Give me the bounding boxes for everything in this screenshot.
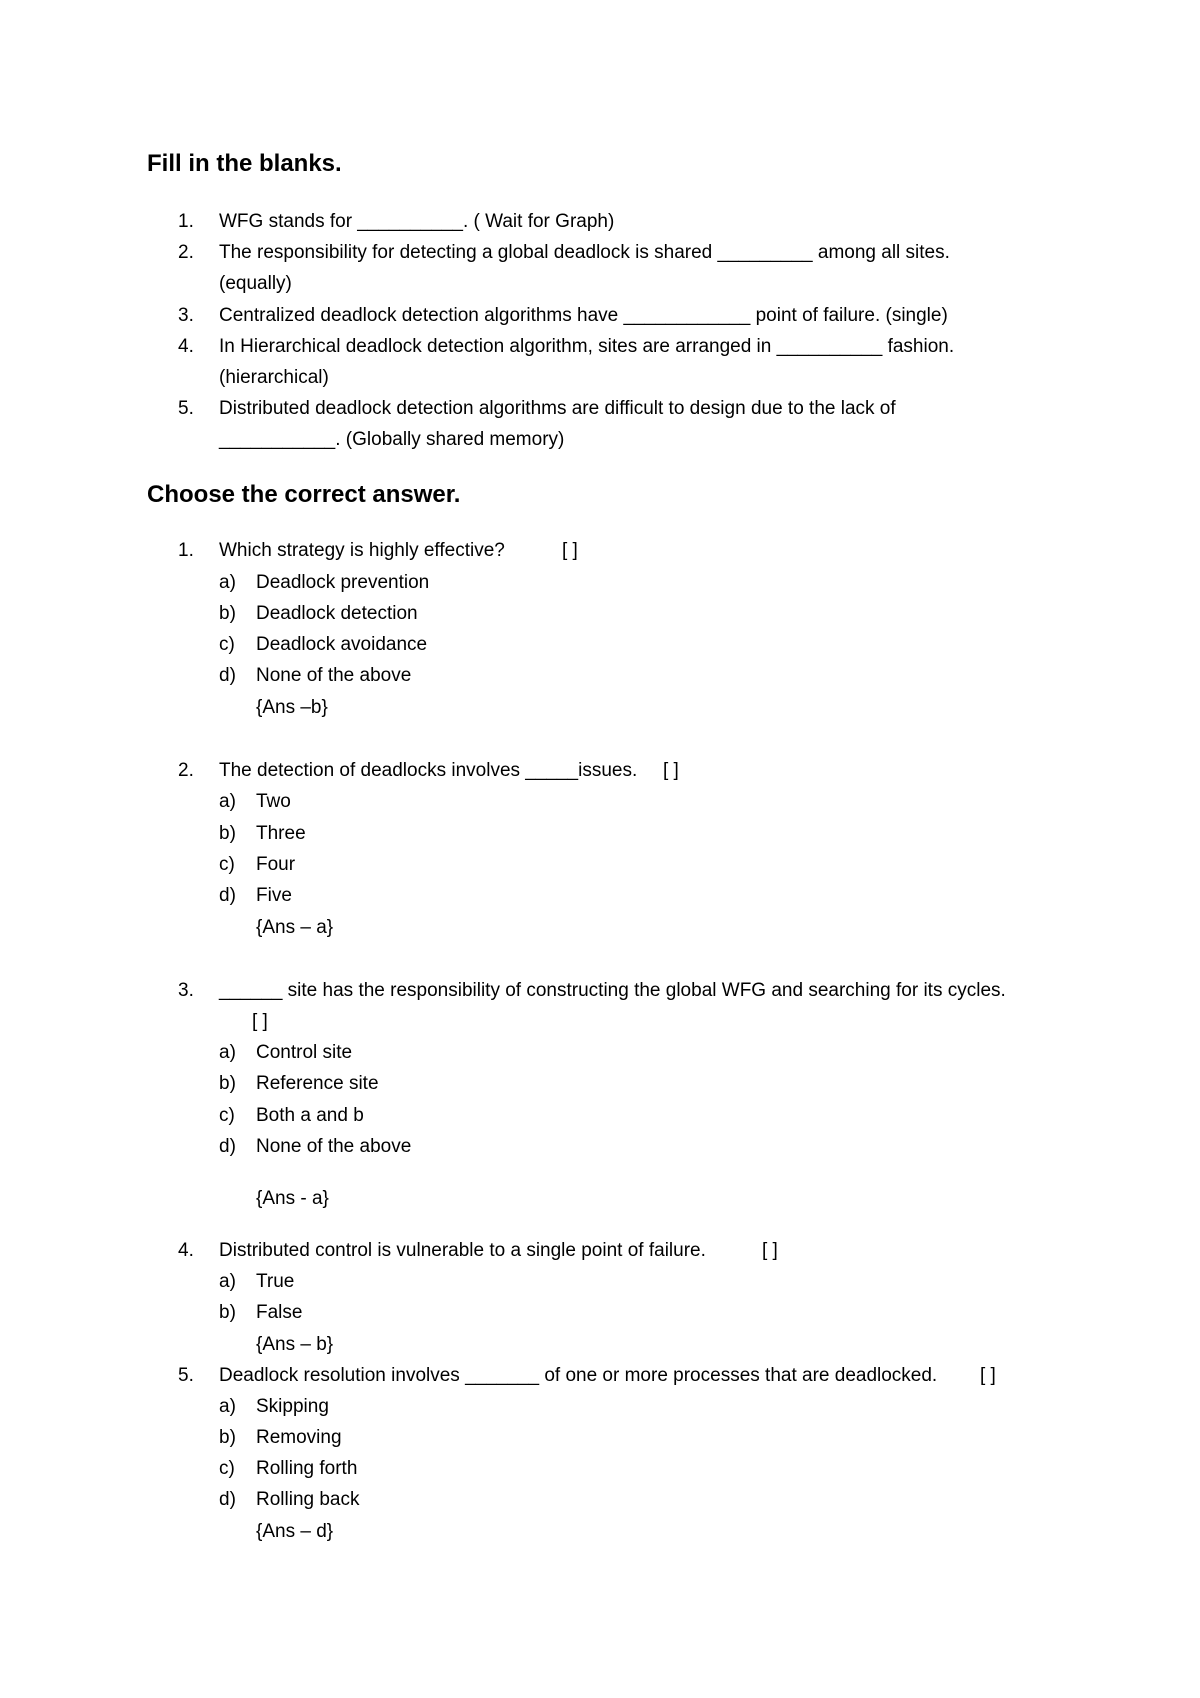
fill-heading: Fill in the blanks.	[147, 150, 342, 177]
q2-option-d-letter: d)	[219, 885, 236, 906]
q4-option-b-text: False	[256, 1302, 303, 1323]
q2-answer: {Ans – a}	[256, 917, 334, 938]
question-4-text: Distributed control is vulnerable to a single point of failure.	[219, 1240, 706, 1261]
q3-option-b-letter: b)	[219, 1073, 236, 1094]
q4-option-b-letter: b)	[219, 1302, 236, 1323]
q2-option-a-text: Two	[256, 791, 291, 812]
q5-option-b-text: Removing	[256, 1427, 342, 1448]
question-1-answer-bracket: [ ]	[562, 540, 578, 561]
question-4-number: 4.	[178, 1240, 194, 1261]
fill-item-2-text: The responsibility for detecting a global deadlock is shared _________ among all sites.	[219, 242, 950, 263]
q2-option-d-text: Five	[256, 885, 292, 906]
fill-item-4-number: 4.	[178, 336, 194, 357]
q1-option-c-letter: c)	[219, 634, 235, 655]
q5-option-a-letter: a)	[219, 1396, 236, 1417]
fill-item-1-text: WFG stands for __________. ( Wait for Graph)	[219, 211, 615, 232]
question-3-answer-bracket: [ ]	[252, 1011, 268, 1032]
q5-option-d-letter: d)	[219, 1489, 236, 1510]
q1-option-b-text: Deadlock detection	[256, 603, 418, 624]
question-3-text: ______ site has the responsibility of constructing the global WFG and searching for its cycles.	[219, 980, 1006, 1001]
q2-option-c-text: Four	[256, 854, 296, 875]
q2-option-b-text: Three	[256, 823, 306, 844]
question-2-text: The detection of deadlocks involves _____issues.	[219, 760, 638, 781]
q5-option-c-letter: c)	[219, 1458, 235, 1479]
fill-item-2-text-cont: (equally)	[219, 273, 292, 294]
q3-option-c-letter: c)	[219, 1105, 235, 1126]
q1-option-c-text: Deadlock avoidance	[256, 634, 428, 655]
fill-item-3-number: 3.	[178, 305, 194, 326]
q2-option-b-letter: b)	[219, 823, 236, 844]
q5-option-b-letter: b)	[219, 1427, 236, 1448]
q3-option-a-text: Control site	[256, 1042, 353, 1063]
q1-option-d-letter: d)	[219, 665, 236, 686]
fill-item-2-number: 2.	[178, 242, 194, 263]
q3-option-c-text: Both a and b	[256, 1105, 364, 1126]
q1-answer: {Ans –b}	[256, 697, 328, 718]
question-2-number: 2.	[178, 760, 194, 781]
choose-heading: Choose the correct answer.	[147, 481, 461, 508]
q3-option-d-text: None of the above	[256, 1136, 412, 1157]
question-5-answer-bracket: [ ]	[980, 1365, 996, 1386]
question-2-answer-bracket: [ ]	[663, 760, 679, 781]
q3-option-d-letter: d)	[219, 1136, 236, 1157]
fill-item-4-text-cont: (hierarchical)	[219, 367, 329, 388]
q5-option-a-text: Skipping	[256, 1396, 329, 1417]
fill-item-5-text-cont: ___________. (Globally shared memory)	[219, 429, 565, 450]
question-5-text: Deadlock resolution involves _______ of one or more processes that are deadlocked.	[219, 1365, 938, 1386]
q5-option-c-text: Rolling forth	[256, 1458, 358, 1479]
q5-option-d-text: Rolling back	[256, 1489, 360, 1510]
q2-option-c-letter: c)	[219, 854, 235, 875]
q4-option-a-letter: a)	[219, 1271, 236, 1292]
q4-answer: {Ans – b}	[256, 1334, 334, 1355]
question-1-text: Which strategy is highly effective?	[219, 540, 505, 561]
question-5-number: 5.	[178, 1365, 194, 1386]
q1-option-a-letter: a)	[219, 572, 236, 593]
fill-item-4-text: In Hierarchical deadlock detection algorithm, sites are arranged in __________ fashion.	[219, 336, 955, 357]
fill-item-3-text: Centralized deadlock detection algorithms have ____________ point of failure. (single)	[219, 305, 948, 326]
q1-option-b-letter: b)	[219, 603, 236, 624]
question-1-number: 1.	[178, 540, 194, 561]
q4-option-a-text: True	[256, 1271, 295, 1292]
q3-answer: {Ans - a}	[256, 1188, 329, 1209]
q3-option-a-letter: a)	[219, 1042, 236, 1063]
fill-item-5-number: 5.	[178, 398, 194, 419]
fill-item-5-text: Distributed deadlock detection algorithms are difficult to design due to the lack of	[219, 398, 896, 419]
q1-option-a-text: Deadlock prevention	[256, 572, 430, 593]
question-4-answer-bracket: [ ]	[762, 1240, 778, 1261]
q3-option-b-text: Reference site	[256, 1073, 379, 1094]
question-3-number: 3.	[178, 980, 194, 1001]
q1-option-d-text: None of the above	[256, 665, 412, 686]
fill-item-1-number: 1.	[178, 211, 194, 232]
q2-option-a-letter: a)	[219, 791, 236, 812]
q5-answer: {Ans – d}	[256, 1521, 334, 1542]
